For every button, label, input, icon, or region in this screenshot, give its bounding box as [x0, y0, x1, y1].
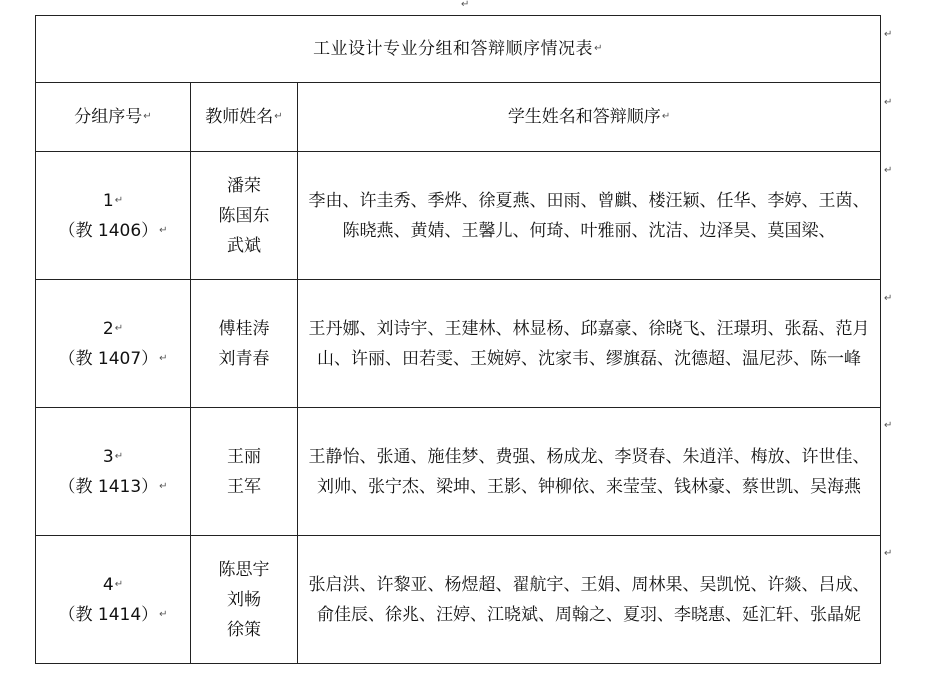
teacher-cell: [191, 536, 298, 664]
teacher-cell: [191, 280, 298, 408]
group-number: 3: [102, 446, 114, 467]
student-cell: [298, 408, 881, 536]
teacher-name: 傅桂涛: [218, 318, 270, 339]
paragraph-mark: ↵: [114, 450, 124, 462]
student-list: 李由、许圭秀、季烨、徐夏燕、田雨、曾麒、楼汪颖、任华、李婷、王茵、陈晓燕、黄婧、王馨儿、何琦、叶雅丽、沈洁、边泽昊、莫国梁、: [308, 190, 870, 241]
student-cell: [298, 152, 881, 280]
paragraph-mark: ↵: [884, 420, 893, 431]
teacher-name: 王军: [227, 476, 261, 497]
paragraph-mark: ↵: [114, 322, 124, 334]
group-number-cell: [36, 536, 191, 664]
paragraph-mark: ↵: [159, 224, 168, 236]
paragraph-mark: ↵: [661, 111, 671, 122]
student-list: 王丹娜、刘诗宇、王建林、林显杨、邱嘉豪、徐晓飞、汪璟玥、张磊、范月山、许丽、田若雯、王婉婷、沈家韦、缪旗磊、沈德超、温尼莎、陈一峰: [308, 318, 870, 369]
paragraph-mark: ↵: [274, 111, 283, 122]
paragraph-mark: ↵: [461, 0, 470, 10]
group-number: 4: [102, 574, 114, 595]
paragraph-mark: ↵: [159, 608, 168, 620]
page-title: 工业设计专业分组和答辩顺序情况表: [313, 39, 594, 59]
paragraph-mark: ↵: [884, 97, 893, 108]
student-list: 王静怡、张通、施佳梦、费强、杨成龙、李贤春、朱逍洋、梅放、许世佳、刘帅、张宁杰、梁坤、王影、钟柳依、来莹莹、钱林豪、蔡世凯、吴海燕: [308, 446, 870, 497]
group-room: （教 1414）: [58, 604, 159, 625]
paragraph-mark: ↵: [114, 578, 124, 590]
paragraph-mark: ↵: [594, 43, 603, 54]
teacher-name: 王丽: [227, 446, 261, 467]
student-cell: [298, 280, 881, 408]
student-list: 张启洪、许黎亚、杨煜超、翟航宇、王娟、周林果、吴凯悦、许燚、吕成、俞佳辰、徐兆、汪婷、江晓斌、周翰之、夏羽、李晓惠、延汇轩、张晶妮: [308, 574, 870, 625]
teacher-name: 陈国东: [218, 205, 270, 226]
paragraph-mark: ↵: [884, 548, 893, 559]
group-number-cell: [36, 408, 191, 536]
group-room: （教 1406）: [58, 220, 159, 241]
teacher-name: 刘畅: [227, 589, 261, 610]
teacher-name: 徐策: [227, 619, 261, 640]
teacher-name: 刘青春: [218, 348, 270, 369]
header-group-no: 分组序号↵: [36, 83, 191, 152]
header-teachers: 教师姓名↵: [191, 83, 298, 152]
group-number: 1: [102, 190, 114, 211]
title-row: [36, 16, 881, 83]
grouping-table: [35, 15, 881, 664]
teacher-name: 陈思宇: [218, 559, 270, 580]
paragraph-mark: ↵: [884, 293, 893, 304]
group-room: （教 1407）: [58, 348, 159, 369]
group-number-cell: [36, 152, 191, 280]
teacher-cell: [191, 408, 298, 536]
paragraph-mark: ↵: [159, 352, 168, 364]
paragraph-mark: ↵: [884, 165, 893, 176]
teacher-name: 潘荣: [227, 175, 261, 196]
table-row: [36, 152, 881, 280]
paragraph-mark: ↵: [159, 480, 168, 492]
group-number-cell: [36, 280, 191, 408]
group-number: 2: [102, 318, 114, 339]
header-students: 学生姓名和答辩顺序↵: [298, 83, 881, 152]
table-row: [36, 408, 881, 536]
title-cell: [36, 16, 881, 83]
paragraph-mark: ↵: [143, 111, 152, 122]
student-cell: [298, 536, 881, 664]
group-room: （教 1413）: [58, 476, 159, 497]
paragraph-mark: ↵: [884, 29, 893, 40]
teacher-cell: [191, 152, 298, 280]
table-row: [36, 280, 881, 408]
header-row: [36, 83, 881, 152]
table-row: [36, 536, 881, 664]
paragraph-mark: ↵: [114, 194, 124, 206]
teacher-name: 武斌: [227, 235, 261, 256]
